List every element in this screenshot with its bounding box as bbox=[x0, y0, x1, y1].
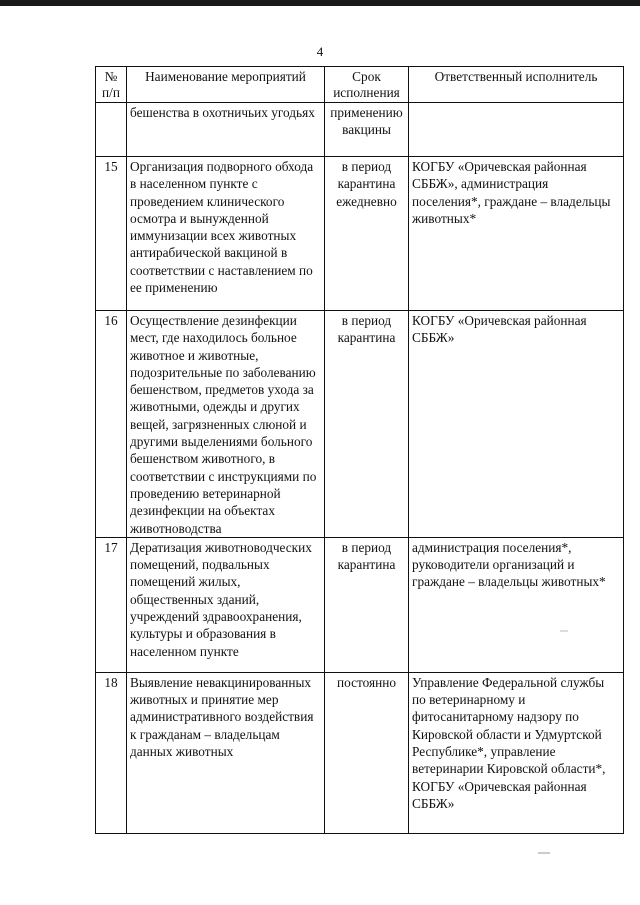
header-term: Срок исполнения bbox=[325, 67, 409, 103]
row-num: 18 bbox=[96, 672, 127, 833]
row-name: бешенства в охотничьих угодьях bbox=[127, 103, 325, 157]
scan-speck bbox=[560, 630, 568, 632]
row-num: 17 bbox=[96, 537, 127, 672]
header-num: № п/п bbox=[96, 67, 127, 103]
row-responsible bbox=[409, 103, 624, 157]
row-responsible: администрация поселения*, руководители организаций и граждане – владельцы животных* bbox=[409, 537, 624, 672]
header-responsible: Ответственный исполнитель bbox=[409, 67, 624, 103]
table-row bbox=[96, 311, 624, 538]
page-number: 4 bbox=[316, 44, 324, 59]
row-num: 15 bbox=[96, 157, 127, 311]
row-num bbox=[96, 103, 127, 157]
table-header-row bbox=[96, 67, 624, 103]
measures-table bbox=[95, 66, 624, 834]
row-term: применению вакцины bbox=[325, 103, 409, 157]
table-row bbox=[96, 537, 624, 672]
header-name: Наименование мероприятий bbox=[127, 67, 325, 103]
row-name: Выявление невакцинированных животных и принятие мер административного воздействия к гражданам – владельцам данных животных bbox=[127, 672, 325, 833]
row-name: Осуществление дезинфекции мест, где находилось больное животное и животные, подозрительные по заболеванию бешенством, предметов ухода за животными, одежды и других вещей, загрязненных слюной и другими выделениями больного бешенством животного, в соответствии с инструкциями по проведению ветеринарной дезинфекции на объектах животноводства bbox=[127, 311, 325, 538]
row-name: Дератизация животноводческих помещений, подвальных помещений жилых, общественных зданий, учреждений здравоохранения, культуры и образования в населенном пункте bbox=[127, 537, 325, 672]
row-term: постоянно bbox=[325, 672, 409, 833]
row-name: Организация подворного обхода в населенном пункте с проведением клинического осмотра и вынужденной иммунизации всех животных антирабической вакциной в соответствии с наставлением по ее применению bbox=[127, 157, 325, 311]
table-row bbox=[96, 672, 624, 833]
row-responsible: КОГБУ «Оричевская районная СББЖ», администрация поселения*, граждане – владельцы животных* bbox=[409, 157, 624, 311]
row-responsible: Управление Федеральной службы по ветеринарному и фитосанитарному надзору по Кировской области и Удмуртской Республике*, управление ветеринарии Кировской области*, КОГБУ «Оричевская районная СББЖ» bbox=[409, 672, 624, 833]
row-term: в период карантина bbox=[325, 537, 409, 672]
row-num: 16 bbox=[96, 311, 127, 538]
row-term: в период карантина bbox=[325, 311, 409, 538]
table-row bbox=[96, 103, 624, 157]
row-responsible: КОГБУ «Оричевская районная СББЖ» bbox=[409, 311, 624, 538]
scan-speck bbox=[538, 852, 550, 854]
table-row bbox=[96, 157, 624, 311]
row-term: в период карантина ежедневно bbox=[325, 157, 409, 311]
scan-top-edge bbox=[0, 0, 640, 6]
